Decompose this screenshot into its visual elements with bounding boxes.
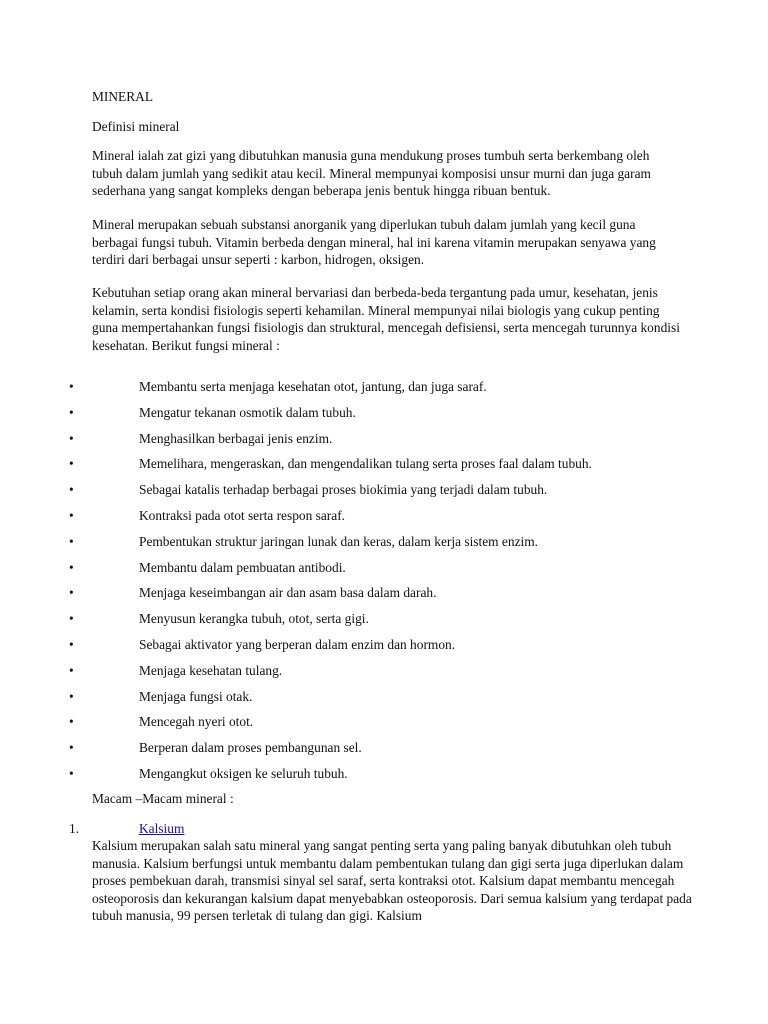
doc-title: MINERAL: [92, 89, 153, 104]
list-item: [0, 404, 768, 422]
list-item: [0, 533, 768, 551]
paragraph-2: Mineral merupakan sebuah substansi anorganik yang diperlukan tubuh dalam jumlah yang kecil guna berbagai fungsi tubuh. Vitamin berbeda dengan mineral, hal ini karena vitamin merupakan senyawa yang terdiri dari berbagai unsur seperti : karbon, hidrogen, oksigen.: [92, 217, 656, 267]
list-item: [0, 430, 768, 448]
bullet-marker: •: [69, 533, 74, 549]
list-item: [0, 662, 768, 680]
bullet-marker: •: [69, 637, 74, 652]
bullet-marker: •: [69, 456, 74, 472]
list-item-text: Menyusun kerangka tubuh, otot, serta gigi.: [139, 611, 369, 627]
list-item-text: Berperan dalam proses pembangunan sel.: [139, 740, 362, 756]
bullet-marker: •: [69, 688, 74, 704]
bullet-marker: •: [69, 379, 74, 394]
list-item: [0, 636, 768, 654]
list-item-text: Kontraksi pada otot serta respon saraf.: [139, 508, 345, 523]
list-item: [0, 481, 768, 499]
paragraph-3: Kebutuhan setiap orang akan mineral bervariasi dan berbeda-beda tergantung pada umur, kesehatan, jenis kelamin, serta kondisi fisiologis seperti kehamilan. Mineral mempunyai nilai biologis yang cukup penting guna mempertahankan fungsi fisiologis dan struktural, mencegah defisiensi, serta mencegah turunnya kondisi kesehatan. Berikut fungsi mineral :: [92, 285, 680, 353]
bullet-marker: •: [69, 508, 74, 523]
list-item: [0, 559, 768, 577]
list-item-text: Sebagai katalis terhadap berbagai proses biokimia yang terjadi dalam tubuh.: [139, 482, 548, 498]
list-item-text: Menjaga fungsi otak.: [139, 688, 253, 704]
list-item-text: Mengatur tekanan osmotik dalam tubuh.: [139, 404, 356, 420]
list-item: [0, 739, 768, 757]
bullet-marker: •: [69, 585, 74, 601]
doc-subtitle: Definisi mineral: [92, 119, 180, 134]
bullet-marker: •: [69, 662, 74, 678]
list-item-text: Menghasilkan berbagai jenis enzim.: [139, 430, 333, 446]
types-heading: Macam –Macam mineral :: [92, 791, 234, 806]
list-item-text: Sebagai aktivator yang berperan dalam enzim dan hormon.: [139, 637, 456, 652]
list-item-text: Memelihara, mengeraskan, dan mengendalikan tulang serta proses faal dalam tubuh.: [139, 456, 592, 472]
bullet-marker: •: [69, 482, 74, 498]
list-item-text: Membantu dalam pembuatan antibodi.: [139, 559, 346, 575]
list-item-text: Mengangkut oksigen ke seluruh tubuh.: [139, 766, 348, 781]
bullet-marker: •: [69, 766, 74, 781]
list-item-text: Mencegah nyeri otot.: [139, 714, 254, 730]
list-item: [0, 765, 768, 783]
list-item: [0, 713, 768, 731]
list-item: [0, 507, 768, 525]
list-item-text: Membantu serta menjaga kesehatan otot, jantung, dan juga saraf.: [139, 379, 487, 394]
bullet-marker: •: [69, 740, 74, 756]
bullet-marker: •: [69, 714, 74, 730]
paragraph-1: Mineral ialah zat gizi yang dibutuhkan manusia guna mendukung proses tumbuh serta berkembang oleh tubuh dalam jumlah yang sedikit atau kecil. Mineral mempunyai komposisi unsur murni dan juga garam sederhana yang sangat kompleks dengan beberapa jenis bentuk hingga ribuan bentuk.: [92, 148, 651, 198]
list-item-text: Pembentukan struktur jaringan lunak dan keras, dalam kerja sistem enzim.: [139, 533, 538, 549]
list-item-text: Menjaga kesehatan tulang.: [139, 662, 283, 678]
bullet-marker: •: [69, 611, 74, 627]
list-item: [0, 378, 768, 396]
kalsium-link[interactable]: Kalsium: [139, 821, 185, 836]
list-item: [0, 610, 768, 628]
bullet-marker: •: [69, 404, 74, 420]
list-item: [0, 584, 768, 602]
bullet-marker: •: [69, 559, 74, 575]
bullet-marker: •: [69, 430, 74, 446]
list-number: 1.: [69, 821, 80, 836]
list-item: [0, 455, 768, 473]
list-item: [0, 688, 768, 706]
kalsium-paragraph: Kalsium merupakan salah satu mineral yang sangat penting serta yang paling banyak dibutuhkan oleh tubuh manusia. Kalsium berfungsi untuk membantu dalam pembentukan tulang dan gigi serta juga diperlukan dalam proses pembekuan darah, transmisi sinyal sel saraf, serta kontraksi otot. Kalsium dapat membantu mencegah osteoporosis dan kekurangan kalsium dapat menyebabkan osteoporosis. Dari semua kalsium yang terdapat pada tubuh manusia, 99 persen terletak di tulang dan gigi. Kalsium: [92, 838, 692, 923]
list-item-text: Menjaga keseimbangan air dan asam basa dalam darah.: [139, 585, 437, 601]
